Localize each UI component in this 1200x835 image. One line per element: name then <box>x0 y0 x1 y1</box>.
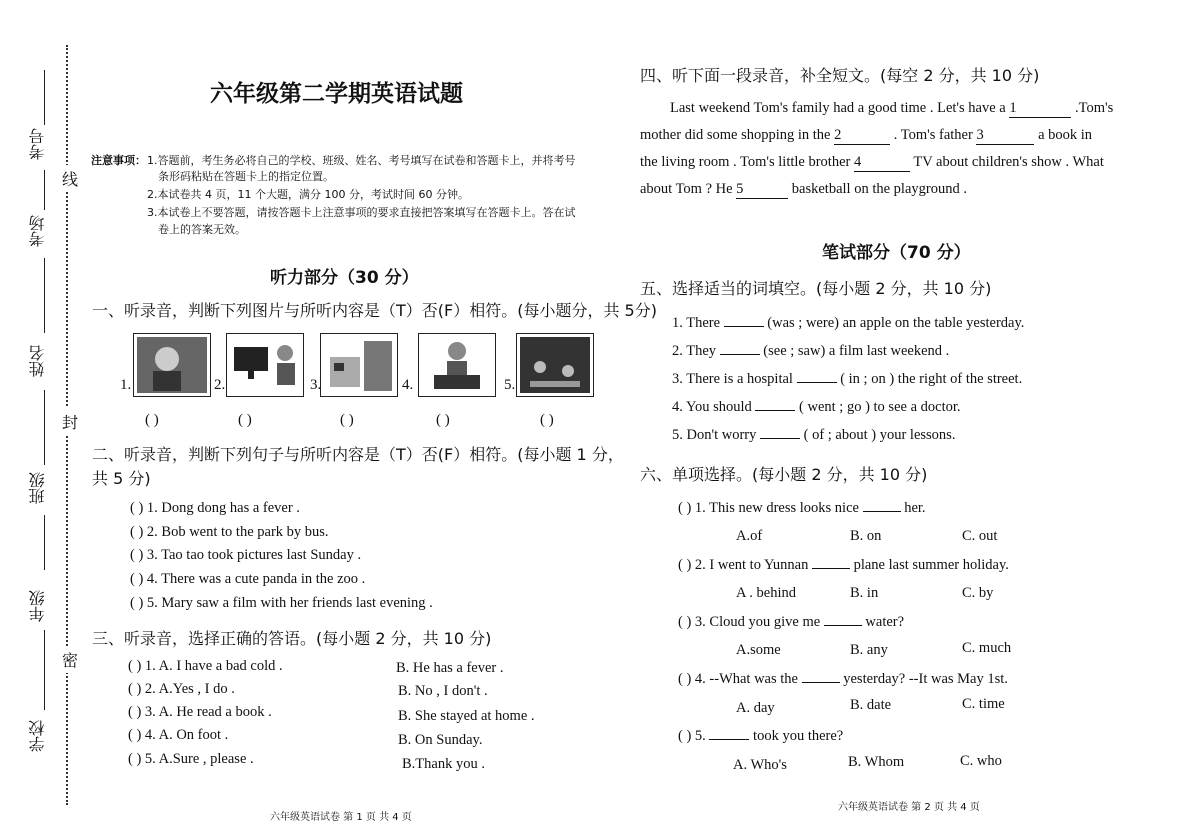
picture-number: 3. <box>310 377 322 393</box>
question <box>678 671 1008 688</box>
list-item: ( ) 4. There was a cute panda in the zoo . <box>130 571 366 587</box>
blank-3: 3 <box>976 127 1034 145</box>
listening-heading: 听力部分（30 分） <box>270 268 419 288</box>
passage-line <box>640 154 1104 172</box>
field-line <box>44 390 45 465</box>
option: C. out <box>962 528 998 544</box>
passage-text: about Tom ? He <box>640 181 737 197</box>
item-text: (see ; saw) a film last weekend . <box>759 343 950 359</box>
section4-title: 四、听下面一段录音，补全短文。(每空 2 分，共 10 分) <box>640 66 1040 85</box>
option-b: B. He has a fever . <box>396 660 504 676</box>
option: A. Who's <box>733 757 787 773</box>
exam-title: 六年级第二学期英语试题 <box>210 81 463 107</box>
answer-blank <box>812 568 850 569</box>
passage-line <box>640 127 1092 145</box>
picture-number: 2. <box>214 377 226 393</box>
note-line: 卷上的答案无效。 <box>158 223 246 236</box>
park-picture <box>320 333 398 397</box>
passage-text: basketball on the playground . <box>788 181 967 197</box>
option: B. any <box>850 642 888 658</box>
night-scene-picture <box>516 333 594 397</box>
name-label: 姓名 <box>28 345 47 377</box>
option-a: ( ) 4. A. On foot . <box>128 727 229 743</box>
item-text: ( in ; on ) the right of the street. <box>836 371 1023 387</box>
answer-paren: ( ) <box>340 412 354 428</box>
answer-blank <box>755 410 795 411</box>
list-item <box>672 343 949 360</box>
option: C. time <box>962 696 1005 712</box>
note-line: 3.本试卷上不要答题，请按答题卡上注意事项的要求直接把答案填写在答题卡上。答在试 <box>147 206 576 219</box>
answer-paren: ( ) <box>145 412 159 428</box>
option: B. on <box>850 528 882 544</box>
picture-number: 1. <box>120 377 132 393</box>
question-text: took you there? <box>749 728 844 744</box>
section6-title: 六、单项选择。(每小题 2 分，共 10 分) <box>640 465 928 484</box>
option-a: ( ) 2. A.Yes , I do . <box>128 681 235 697</box>
option-b: B. On Sunday. <box>398 732 483 748</box>
passage-text: .Tom's <box>1071 100 1114 116</box>
blank-2: 2 <box>834 127 890 145</box>
exam-number-label: 考号 <box>28 128 47 160</box>
seal-char-line: 线 <box>62 165 78 192</box>
answer-blank <box>824 625 862 626</box>
notes-label: 注意事项： <box>91 154 146 167</box>
list-item: ( ) 5. Mary saw a film with her friends last evening . <box>130 595 433 611</box>
list-item: ( ) 3. Tao tao took pictures last Sunday . <box>130 547 362 563</box>
section2-title: 二、听录音，判断下列句子与所听内容是（T）否(F）相符。(每小题 1 分， <box>92 445 624 464</box>
question-text: yesterday? --It was May 1st. <box>839 671 1008 687</box>
passage-text: a book in <box>1034 127 1093 143</box>
option-a: ( ) 1. A. I have a bad cold . <box>128 658 283 674</box>
field-line <box>44 170 45 210</box>
passage-text: Last weekend Tom's family had a good time . Let's have a <box>670 100 1010 116</box>
field-line <box>44 70 45 125</box>
option: A . behind <box>736 585 797 601</box>
answer-blank <box>724 326 764 327</box>
section3-title: 三、听录音，选择正确的答语。(每小题 2 分，共 10 分) <box>92 629 492 648</box>
passage-line <box>640 181 967 199</box>
class-label: 班级 <box>28 472 47 504</box>
question-text: water? <box>861 614 905 630</box>
item-text: 3. There is a hospital <box>672 371 797 387</box>
note-line: 2.本试卷共 4 页，11 个大题，满分 100 分，考试时间 60 分钟。 <box>147 188 469 201</box>
option-a: ( ) 3. A. He read a book . <box>128 704 272 720</box>
written-heading: 笔试部分（70 分） <box>822 243 971 263</box>
option: C. by <box>962 585 994 601</box>
computer-boy-picture <box>226 333 304 397</box>
item-text: (was ; were) an apple on the table yesterday. <box>763 315 1025 331</box>
passage-text: mother did some shopping in the <box>640 127 835 143</box>
item-text: 2. They <box>672 343 720 359</box>
option-b: B. No , I don't . <box>398 683 488 699</box>
answer-blank <box>802 682 840 683</box>
list-item <box>672 315 1024 332</box>
question <box>678 614 904 631</box>
passage-text: . Tom's father <box>890 127 977 143</box>
option: B. Whom <box>848 754 905 770</box>
field-line <box>44 630 45 710</box>
question-text: plane last summer holiday. <box>849 557 1009 573</box>
passage-line <box>670 100 1113 118</box>
list-item <box>672 371 1022 388</box>
answer-blank <box>863 511 901 512</box>
passage-text: the living room . Tom's little brother <box>640 154 854 170</box>
seal-char-secret: 密 <box>62 646 78 673</box>
option: A. day <box>736 700 775 716</box>
section5-title: 五、选择适当的词填空。(每小题 2 分，共 10 分) <box>640 279 992 298</box>
seal-char-seal: 封 <box>62 408 78 435</box>
option: C. who <box>960 753 1002 769</box>
option: A.some <box>736 642 781 658</box>
section1-title: 一、听录音，判断下列图片与所听内容是（T）否(F）相符。(每小题分，共 5分) <box>92 301 657 320</box>
list-item: ( ) 1. Dong dong has a fever . <box>130 500 300 516</box>
right-footer: 六年级英语试卷 第 2 页 共 4 页 <box>838 802 980 813</box>
field-line <box>44 258 45 333</box>
picture-number: 5. <box>504 377 516 393</box>
option-a: ( ) 5. A.Sure , please . <box>128 751 254 767</box>
answer-blank <box>797 382 837 383</box>
answer-blank <box>760 438 800 439</box>
question-text: ( ) 5. <box>678 728 710 744</box>
question-text: ( ) 1. This new dress looks nice <box>678 500 863 516</box>
option: B. in <box>850 585 879 601</box>
picture-number: 4. <box>402 377 414 393</box>
question <box>678 728 843 745</box>
note-line: 1.答题前，考生务必将自己的学校、班级、姓名、考号填写在试卷和答题卡上，并将考号 <box>147 154 576 167</box>
item-text: ( went ; go ) to see a doctor. <box>795 399 961 415</box>
passage-text: TV about children's show . What <box>909 154 1104 170</box>
option: B. date <box>850 697 892 713</box>
field-line <box>44 515 45 570</box>
item-text: 1. There <box>672 315 724 331</box>
question <box>678 500 926 517</box>
answer-blank <box>720 354 760 355</box>
sick-girl-picture <box>133 333 211 397</box>
list-item <box>672 427 955 444</box>
question <box>678 557 1009 574</box>
blank-5: 5 <box>736 181 788 199</box>
list-item: ( ) 2. Bob went to the park by bus. <box>130 524 329 540</box>
option: C. much <box>962 640 1012 656</box>
answer-paren: ( ) <box>238 412 252 428</box>
blank-1: 1 <box>1009 100 1071 118</box>
option-b: B. She stayed at home . <box>398 708 535 724</box>
item-text: ( of ; about ) your lessons. <box>800 427 956 443</box>
question-text: her. <box>900 500 926 516</box>
list-item <box>672 399 961 416</box>
school-label: 学校 <box>28 720 47 752</box>
question-text: ( ) 3. Cloud you give me <box>678 614 824 630</box>
exam-room-label: 考场 <box>28 215 47 247</box>
question-text: ( ) 4. --What was the <box>678 671 802 687</box>
answer-paren: ( ) <box>436 412 450 428</box>
grade-label: 年级 <box>28 590 47 622</box>
question-text: ( ) 2. I went to Yunnan <box>678 557 812 573</box>
item-text: 4. You should <box>672 399 756 415</box>
answer-blank <box>709 739 749 740</box>
left-footer: 六年级英语试卷 第 1 页 共 4 页 <box>270 812 412 823</box>
note-line: 条形码粘贴在答题卡上的指定位置。 <box>158 170 334 183</box>
option-b: B.Thank you . <box>402 756 485 772</box>
blank-4: 4 <box>854 154 910 172</box>
option: A.of <box>736 528 763 544</box>
answer-paren: ( ) <box>540 412 554 428</box>
item-text: 5. Don't worry <box>672 427 760 443</box>
girl-writing-picture <box>418 333 496 397</box>
section2-title-cont: 共 5 分) <box>92 469 151 488</box>
